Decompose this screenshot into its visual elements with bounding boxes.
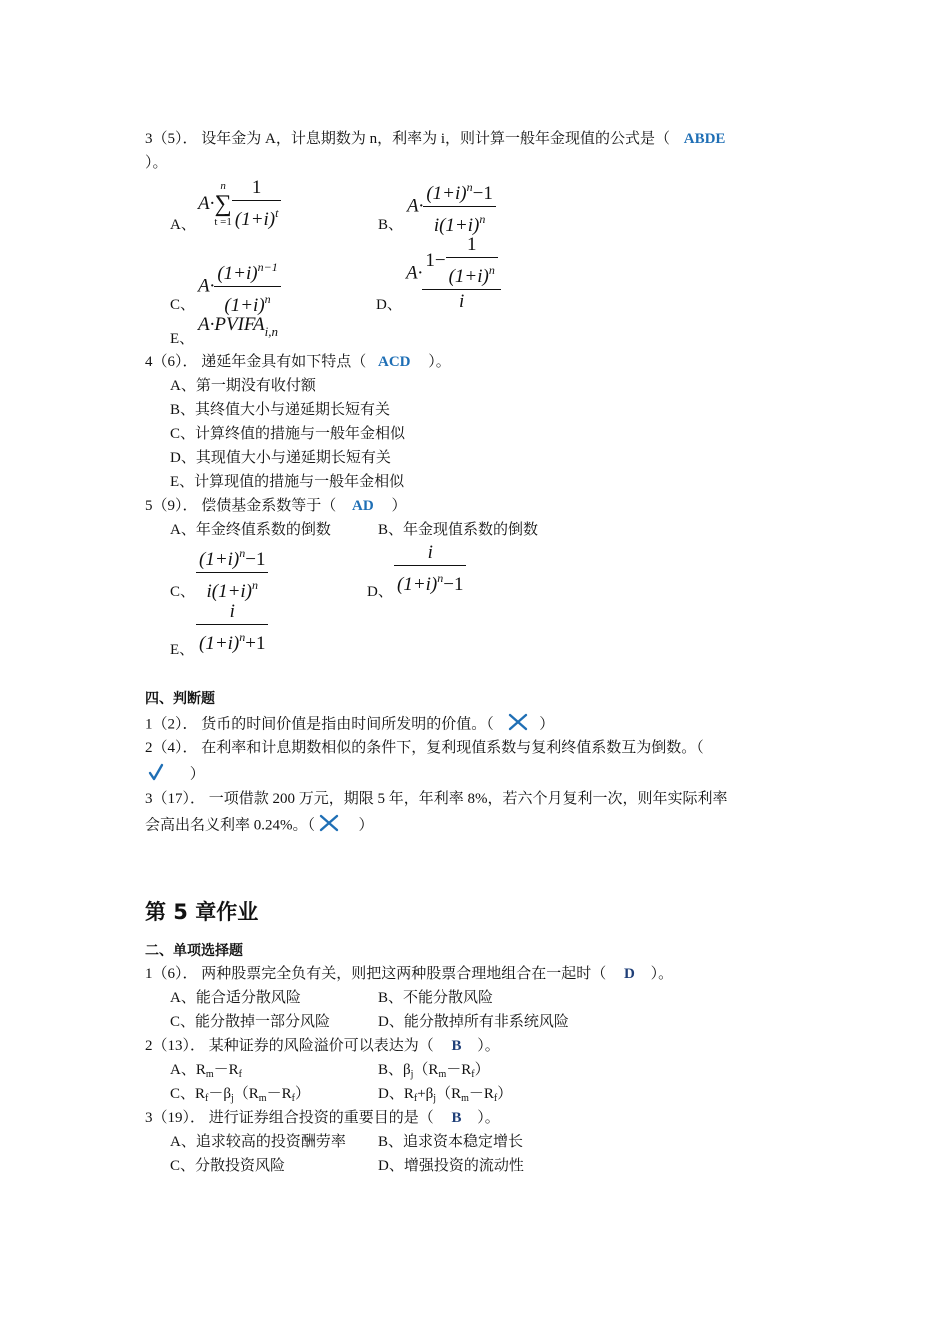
option-5-c-label: C、 (170, 584, 196, 600)
ch5-q1-d: D、能分散掉所有非系统风险 (378, 1014, 569, 1030)
option-5-a: A、年金终值系数的倒数 (170, 522, 331, 538)
fraction-d: 1− $\frac{1}{(1+i)^n}$ i (422, 233, 500, 314)
option-4-e: E、计算现值的措施与一般年金相似 (170, 474, 405, 490)
option-5-e-label: E、 (170, 642, 195, 658)
ch5-q1-b: B、不能分散风险 (378, 990, 494, 1006)
cross-icon (319, 814, 339, 838)
formula-5-c: $\frac{(1+i)^n-1}{i(1+i)^n}$ (196, 541, 268, 604)
fraction-c: $\frac{(1+i)^{n-1}}{(1+i)^n}$ (214, 255, 280, 318)
cross-icon (508, 713, 528, 737)
chapter-5-section: 二、单项选择题 (145, 943, 243, 959)
option-d-label: D、 (376, 297, 402, 313)
answer-b: B (451, 1110, 462, 1126)
option-b-label: B、 (378, 217, 404, 233)
answer-d: D (624, 966, 635, 982)
judge-3-line2: 会高出名义利率 0.24%。（ ） (145, 814, 374, 838)
formula-c: A· $\frac{(1+i)^{n-1}}{(1+i)^n}$ (198, 255, 281, 318)
formula-5-e: $\frac{i}{(1+i)^n+1}$ (196, 600, 268, 656)
judge-2: 2（4）． 在利率和计息期数相似的条件下，复利现值系数与复利终值系数互为倒数。（ (145, 740, 704, 756)
formula-e: $A\cdot PVIFA_{i,n}$ (198, 314, 279, 339)
answer-acd: ACD (378, 354, 411, 370)
ch5-q1-a: A、能合适分散风险 (170, 990, 301, 1006)
ch5-q1-c: C、能分散掉一部分风险 (170, 1014, 331, 1030)
option-e-label: E、 (170, 331, 195, 347)
ch5-q2-stem: 2（13）． 某种证券的风险溢价可以表达为（ B ）。 (145, 1038, 500, 1054)
option-4-b: B、其终值大小与递延期长短有关 (170, 402, 391, 418)
ch5-q2-b: B、$\beta_j(R_m-R_f)$ (378, 1062, 490, 1080)
judge-1: 1（2）． 货币的时间价值是指由时间所发明的价值。（ ） (145, 713, 554, 737)
section-4-title: 四、判断题 (145, 691, 215, 707)
ch5-q3-b: B、追求资本稳定增长 (378, 1134, 524, 1150)
option-5-d-label: D、 (367, 584, 393, 600)
option-a-label: A、 (170, 217, 196, 233)
ch5-q3-d: D、增强投资的流动性 (378, 1158, 524, 1174)
fraction-a: $\frac{1}{(1+i)^t}$ (232, 176, 282, 232)
ch5-q2-d: D、$R_f+\beta_j(R_m-R_f)$ (378, 1086, 513, 1104)
inner-fraction-d: $\frac{1}{(1+i)^n}$ (446, 233, 498, 289)
ch5-q1-stem: 1（6）． 两种股票完全负有关，则把这两种股票合理地组合在一起时（ D ）。 (145, 966, 674, 982)
option-4-d: D、其现值大小与递延期长短有关 (170, 450, 391, 466)
answer-ad: AD (352, 498, 374, 514)
formula-a: A· n ∑ t =1 $\frac{1}{(1+i)^t}$ (198, 176, 281, 232)
question-5-9-stem: 5（9）． 偿债基金系数等于（ AD ） (145, 498, 407, 514)
formula-b: A· $\frac{(1+i)^n-1}{i(1+i)^n}$ (407, 175, 496, 238)
option-4-c: C、计算终值的措施与一般年金相似 (170, 426, 406, 442)
ch5-q2-c: C、$R_f-\beta_j(R_m-R_f)$ (170, 1086, 310, 1104)
ch5-q2-a: A、$R_m-R_f$ (170, 1062, 242, 1080)
answer-abde: ABDE (683, 131, 726, 147)
ch5-q3-stem: 3（19）． 进行证券组合投资的重要目的是（ B ）。 (145, 1110, 500, 1126)
option-5-b: B、年金现值系数的倒数 (378, 522, 539, 538)
summation: n ∑ t =1 (214, 180, 232, 228)
answer-b: B (451, 1038, 462, 1054)
question-3-5-stem: 3（5）． 设年金为 A，计息期数为 n，利率为 i，则计算一般年金现值的公式是（ ABDE (145, 131, 726, 147)
option-c-label: C、 (170, 297, 196, 313)
judge-3: 3（17）． 一项借款 200 万元，期限 5 年，年利率 8%，若六个月复利一次，则年实际利率 (145, 791, 728, 807)
judge-2-line2: ） (145, 763, 205, 787)
ch5-q3-a: A、追求较高的投资酬劳率 (170, 1134, 346, 1150)
option-4-a: A、第一期没有收付额 (170, 378, 316, 394)
fraction-b: $\frac{(1+i)^n-1}{i(1+i)^n}$ (423, 175, 495, 238)
chapter-5-title: 第 5 章作业 (145, 900, 259, 924)
ch5-q3-c: C、分散投资风险 (170, 1158, 286, 1174)
formula-5-d: $\frac{i}{(1+i)^n-1}$ (394, 541, 466, 597)
question-3-5-stem-end: ）。 (145, 155, 168, 171)
question-4-6-stem: 4（6）． 递延年金具有如下特点（ ACD ）。 (145, 354, 451, 370)
formula-d: A· 1− $\frac{1}{(1+i)^n}$ i (406, 233, 501, 314)
check-icon (148, 763, 164, 787)
